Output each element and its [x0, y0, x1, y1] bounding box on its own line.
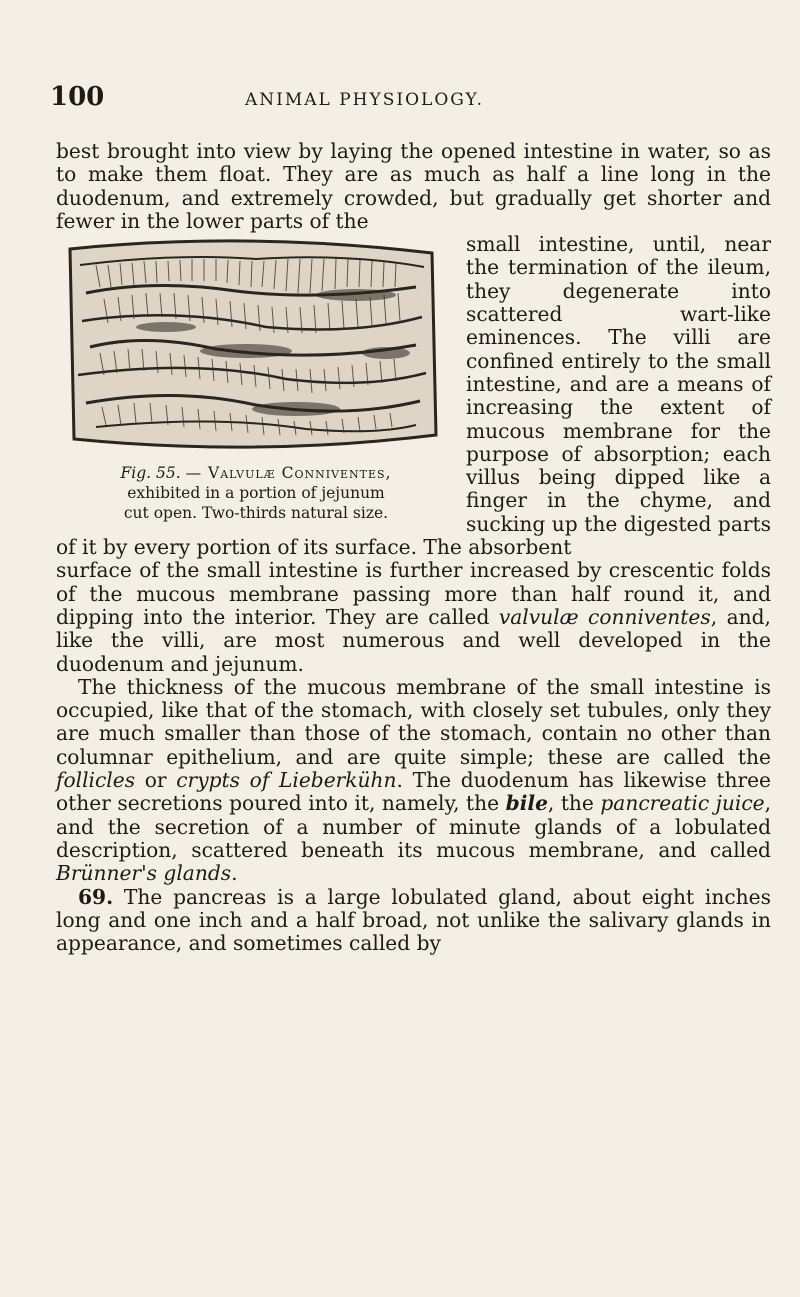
term-crypts-of-lieberkuhn: crypts of Lieberkühn — [176, 768, 397, 793]
paragraph-3 — [56, 886, 771, 956]
term-valvulae-conniventes: valvulæ conniventes — [498, 604, 711, 629]
term-follicles: follicles — [56, 768, 136, 793]
paragraph-1-wrap: small intestine, until, near the termination of the ileum, they degenerate into scattered wart-like eminences. The villi are confined entirely to the small intestine, and are a means of increasing the extent of mucous membrane for the purpose of absorption; each villus being dipped like a finger in the chyme, and sucking up the digested parts of it by every portion of its surface. The absorbent — [56, 232, 771, 560]
paragraph-1-top: best brought into view by laying the opened intestine in water, so as to make them float. They are as much as half a line long in the duodenum, and extremely crowded, but gradually get shorter and fewer in the lower parts of the — [56, 139, 771, 233]
term-brunners-glands: Brünner's glands — [56, 861, 232, 886]
paragraph-1-rest-text-b: , and, like the villi, are most numerous and well developed in the duodenum and jejunum. — [56, 604, 771, 676]
figure-title: — Valvulæ Conniventes, — [185, 464, 392, 483]
page-header — [50, 82, 750, 112]
figure-55 — [56, 235, 456, 521]
figure-caption-line-2: exhibited in a portion of jejunum — [127, 484, 385, 503]
valvulae-conniventes-illustration — [56, 235, 444, 459]
paragraph-2 — [56, 676, 771, 886]
section-number: 69. — [78, 884, 114, 909]
figure-label: Fig. 55. — [120, 464, 181, 483]
figure-caption — [56, 463, 456, 523]
body-text — [56, 140, 771, 955]
paragraph-2-text-a: The thickness of the mucous membrane of the small intestine is occupied, like that of the stomach, with closely set tubules, only they are much smaller than those of the stomach, contain no other than columnar epithelium, and are quite simple; these are called the — [56, 674, 771, 769]
figure-caption-line-3: cut open. Two-thirds natural size. — [123, 504, 389, 523]
paragraph-1-rest — [56, 559, 771, 675]
paragraph-3-text: The pancreas is a large lobulated gland, about eight inches long and one inch and a half broad, not unlike the salivary glands in appearance, and sometimes called by — [56, 884, 771, 956]
term-pancreatic-juice: pancreatic juice — [600, 791, 765, 816]
paragraph-2-text-b: or — [135, 768, 177, 793]
page-number: 100 — [50, 82, 105, 112]
term-bile: bile — [505, 791, 548, 816]
paragraph-2-text-c: . The duodenum has likewise three other secretions poured into it, namely, the — [56, 768, 771, 816]
paragraph-2-text-e: , and the secretion of a number of minute glands of a lobulated description, scattered beneath its mucous membrane, and called — [56, 791, 772, 862]
paragraph-2-text-f: . — [231, 861, 238, 886]
paragraph-1-rest-text-a: surface of the small intestine is further increased by crescentic folds of the mucous membrane passing more than half round it, and dipping into the interior. They are called — [56, 558, 771, 629]
paragraph-2-text-d: , the — [547, 791, 601, 816]
running-head: ANIMAL PHYSIOLOGY. — [245, 90, 484, 110]
